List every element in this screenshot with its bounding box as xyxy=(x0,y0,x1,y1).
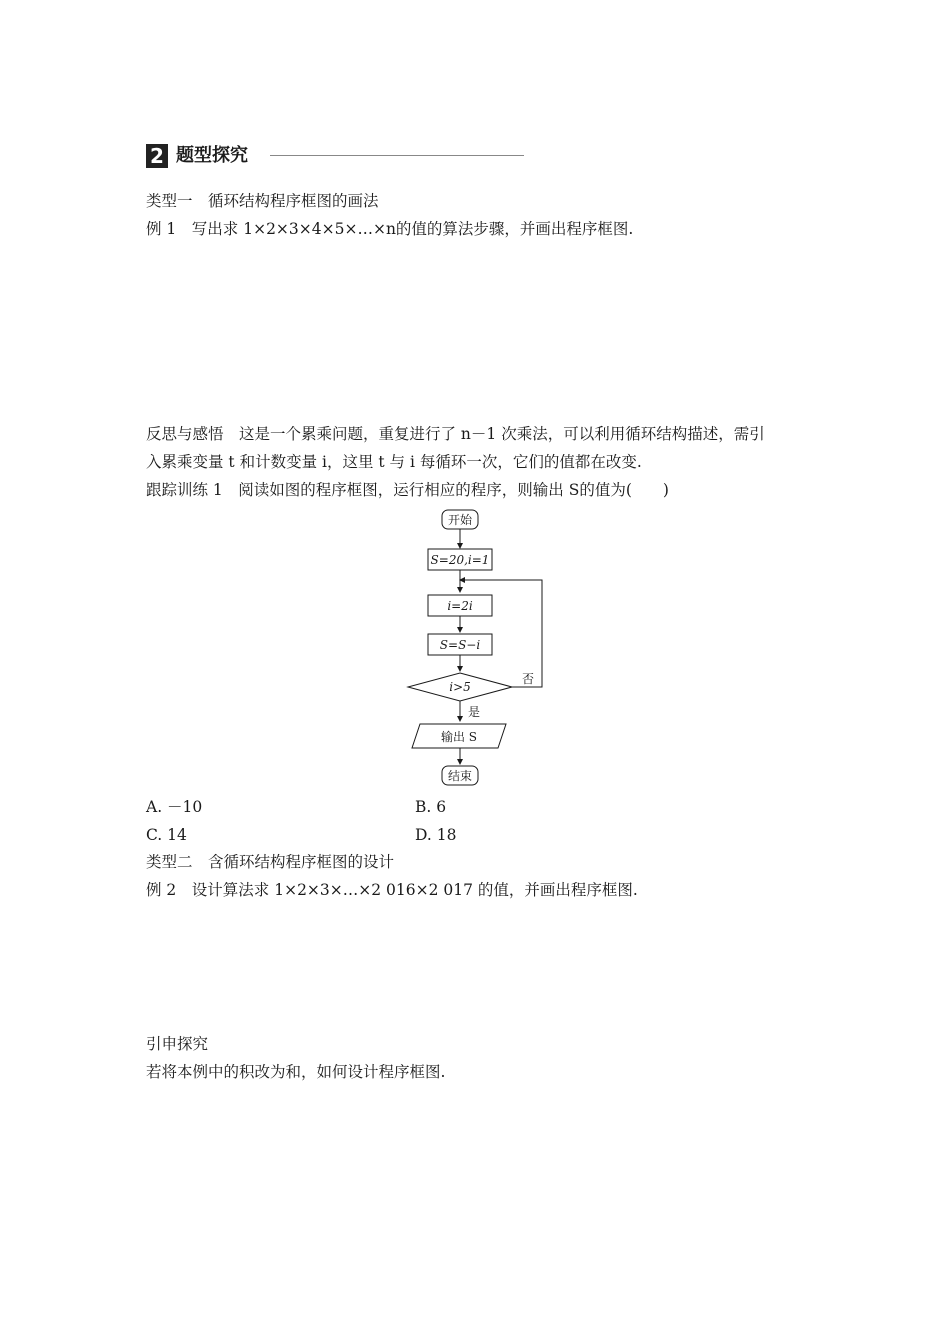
flowchart-step1-label: i=2i xyxy=(447,599,473,613)
option-d: D. 18 xyxy=(415,826,457,844)
option-a: A. －10 xyxy=(146,798,203,816)
flowchart-start-label: 开始 xyxy=(447,513,473,527)
flowchart-no-label: 否 xyxy=(522,672,535,686)
extension-heading: 引申探究 xyxy=(146,1035,209,1053)
flowchart-end-label: 结束 xyxy=(447,769,473,783)
flowchart-output-label: 输出 S xyxy=(440,730,478,744)
exercise-prompt: 跟踪训练 1 阅读如图的程序框图，运行相应的程序，则输出 S的值为( ) xyxy=(146,481,669,499)
reflection-line-2: 入累乘变量 t 和计数变量 i，这里 t 与 i 每循环一次，它们的值都在改变. xyxy=(146,453,642,471)
reflection-line-1: 反思与感悟 这是一个累乘问题，重复进行了 n－1 次乘法，可以利用循环结构描述，需引 xyxy=(146,425,765,443)
section-title: 题型探究 xyxy=(176,145,248,166)
option-b: B. 6 xyxy=(415,798,447,816)
extension-body: 若将本例中的积改为和，如何设计程序框图. xyxy=(146,1063,446,1081)
section-divider xyxy=(270,155,524,156)
flowchart-condition-label: i>5 xyxy=(449,680,471,694)
flowchart-yes-label: 是 xyxy=(468,705,481,719)
option-c: C. 14 xyxy=(146,826,187,844)
type2-heading: 类型二 含循环结构程序框图的设计 xyxy=(146,853,395,871)
flowchart-step2-label: S=S−i xyxy=(439,638,481,652)
example1-text: 例 1 写出求 1×2×3×4×5×…×n的值的算法步骤，并画出程序框图. xyxy=(146,220,634,238)
flowchart-init-label: S=20,i=1 xyxy=(430,553,490,567)
example2-text: 例 2 设计算法求 1×2×3×…×2 016×2 017 的值，并画出程序框图. xyxy=(146,881,638,899)
flowchart xyxy=(400,506,560,790)
section-number-badge: 2 xyxy=(146,144,168,168)
type1-heading: 类型一 循环结构程序框图的画法 xyxy=(146,192,379,210)
